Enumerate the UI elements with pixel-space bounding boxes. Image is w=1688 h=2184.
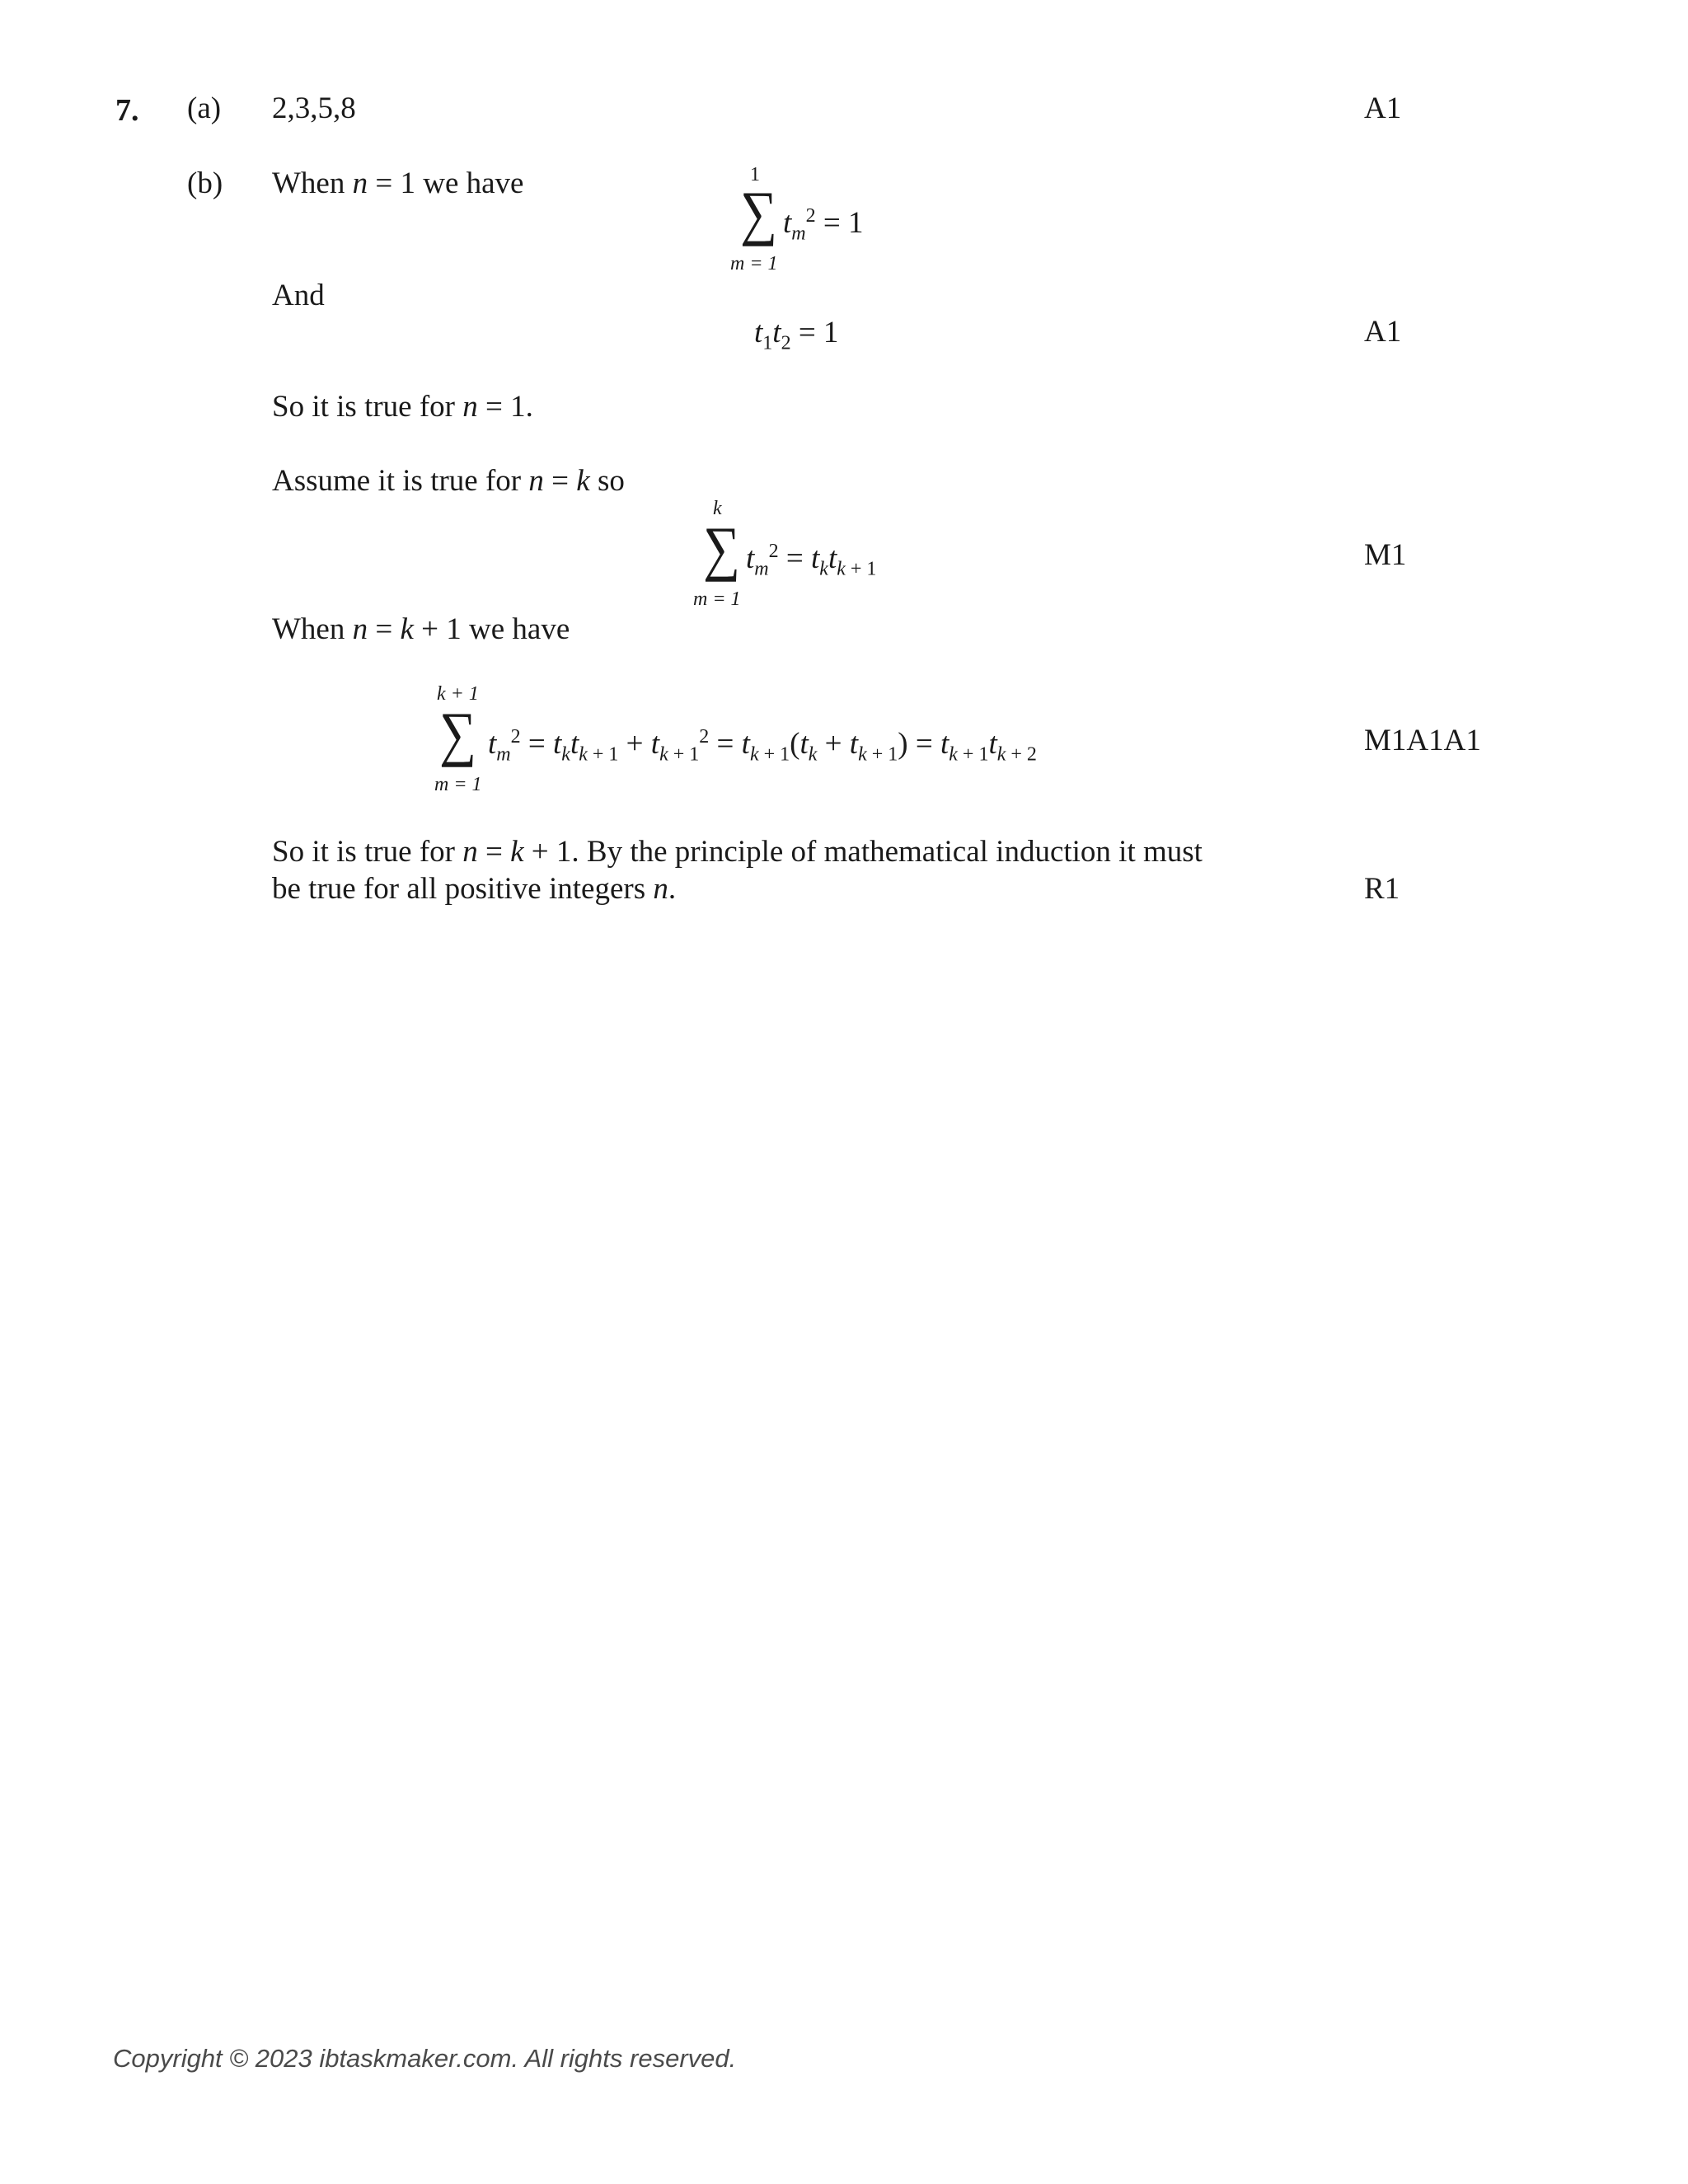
conclusion-line2: be true for all positive integers n. — [272, 872, 677, 906]
sum-body: $t_m^2 = 1$ — [783, 205, 864, 245]
part-a-label: (a) — [187, 91, 222, 125]
product-equation-t1t2: $t_1t_2 = 1$ — [754, 316, 839, 354]
part-b-label: (b) — [187, 166, 223, 200]
mark-part-a: A1 — [1364, 91, 1402, 125]
sum-equation-nk1 — [429, 684, 1253, 799]
sigma-symbol: ∑ — [703, 515, 740, 583]
sum-body: $t_m^2 = t_kt_{k + 1}$ — [746, 541, 877, 580]
sum-lower-limit: m = 1 — [693, 588, 741, 610]
sum-equation-n1 — [725, 165, 923, 276]
when-line: When n = k + 1 we have — [272, 612, 570, 646]
conclusion-line1: So it is true for n = k + 1. By the principle of mathematical induction it must — [272, 835, 1203, 869]
sum-upper-limit: k + 1 — [437, 683, 479, 705]
sigma-symbol: ∑ — [740, 180, 777, 247]
mark-assume: M1 — [1364, 538, 1407, 572]
part-a-answer: 2,3,5,8 — [272, 91, 356, 125]
and-text: And — [272, 279, 325, 312]
true-for-n1: So it is true for n = 1. — [272, 390, 533, 424]
sum-upper-limit: k — [713, 498, 722, 519]
sum-upper-limit: 1 — [750, 164, 760, 185]
sigma-symbol: ∑ — [439, 701, 476, 768]
mark-induction: M1A1A1 — [1364, 724, 1481, 757]
copyright-footer: Copyright © 2023 ibtaskmaker.com. All rights reserved. — [113, 2044, 737, 2073]
sum-equation-nk — [688, 499, 968, 610]
mark-conclusion: R1 — [1364, 872, 1400, 906]
sum-lower-limit: m = 1 — [730, 253, 778, 274]
question-number: 7. — [115, 93, 139, 128]
mark-t1t2: A1 — [1364, 315, 1402, 349]
sum-body: $t_m^2 = t_kt_{k + 1} + t_{k + 1}^2 = t_{k + 1}(t_k + t_{k + 1}) = t_{k + 1}t_{k + 2}$ — [488, 726, 1037, 766]
assume-line: Assume it is true for n = k so — [272, 464, 625, 498]
part-b-line1: When n = 1 we have — [272, 166, 524, 200]
sum-lower-limit: m = 1 — [434, 774, 482, 795]
